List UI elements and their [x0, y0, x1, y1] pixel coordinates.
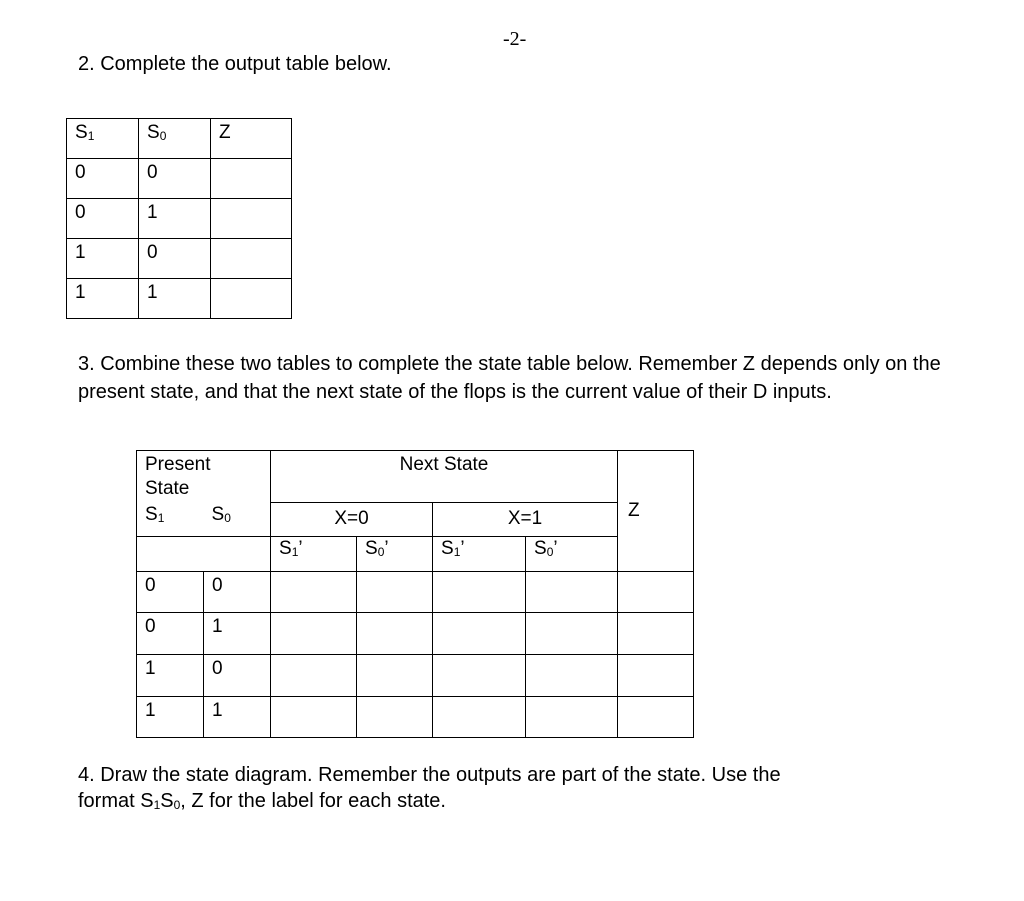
- cell-s1: 0: [137, 613, 204, 655]
- present-s0-header: $S_0$: [204, 503, 271, 537]
- table-row: [137, 655, 694, 697]
- cell-s0: 1: [139, 279, 211, 319]
- next-state-header: Next State: [271, 451, 618, 503]
- header-z: Z: [211, 119, 292, 159]
- state-table: [136, 450, 694, 738]
- cell-s1: 0: [67, 159, 139, 199]
- cell-s1: 1: [67, 279, 139, 319]
- cell-s1: 1: [137, 655, 204, 697]
- present-state-header: [137, 451, 271, 503]
- cell-input[interactable]: [526, 613, 618, 655]
- cell-z-input[interactable]: [211, 159, 292, 199]
- cell-input[interactable]: [271, 613, 357, 655]
- cell-input[interactable]: [618, 655, 694, 697]
- question-4-line-1: 4. Draw the state diagram. Remember the outputs are part of the state. Use the: [78, 764, 781, 786]
- next-s1-x0-header: $S_1$’: [271, 537, 357, 572]
- question-3-text: 3. Combine these two tables to complete the state table below. Remember Z depends only on the present state, and that the next state of the flops is the current value of their D inputs.: [78, 353, 941, 403]
- cell-input[interactable]: [357, 697, 433, 738]
- cell-s1: 1: [67, 239, 139, 279]
- question-2-text: 2. Complete the output table below.: [78, 53, 392, 75]
- table-row: [67, 279, 292, 319]
- table-header-row: [67, 119, 292, 159]
- cell-input[interactable]: [357, 613, 433, 655]
- cell-s0: 0: [204, 572, 271, 613]
- x1-header: X=1: [433, 503, 618, 537]
- cell-input[interactable]: [618, 572, 694, 613]
- cell-input[interactable]: [433, 572, 526, 613]
- table-row: [67, 199, 292, 239]
- output-table: [66, 118, 292, 319]
- cell-input[interactable]: [526, 655, 618, 697]
- cell-s1: 0: [67, 199, 139, 239]
- cell-s0: 0: [139, 239, 211, 279]
- next-s0-x0-header: $S_0$’: [357, 537, 433, 572]
- table-row: [67, 159, 292, 199]
- z-label: Z: [628, 500, 640, 521]
- cell-input[interactable]: [526, 572, 618, 613]
- table-row: [67, 239, 292, 279]
- present-s1-header: $S_1$: [137, 503, 204, 537]
- cell-input[interactable]: [433, 613, 526, 655]
- cell-s0: 1: [204, 613, 271, 655]
- next-s0-x1-header: $S_0$’: [526, 537, 618, 572]
- cell-s0: 1: [204, 697, 271, 738]
- cell-input[interactable]: [271, 655, 357, 697]
- cell-input[interactable]: [618, 697, 694, 738]
- table-row: [137, 572, 694, 613]
- header-s1: $S_1$: [67, 119, 139, 159]
- cell-s0: 0: [139, 159, 211, 199]
- cell-z-input[interactable]: [211, 199, 292, 239]
- table-row: [137, 613, 694, 655]
- cell-z-input[interactable]: [211, 239, 292, 279]
- cell-input[interactable]: [271, 572, 357, 613]
- cell-z-input[interactable]: [211, 279, 292, 319]
- question-4-text: [78, 762, 978, 814]
- x0-header: X=0: [271, 503, 433, 537]
- cell-input[interactable]: [357, 572, 433, 613]
- cell-input[interactable]: [357, 655, 433, 697]
- table-row: [137, 697, 694, 738]
- cell-input[interactable]: [271, 697, 357, 738]
- cell-input[interactable]: [526, 697, 618, 738]
- present-state-label: Present: [145, 454, 211, 475]
- cell-input[interactable]: [433, 655, 526, 697]
- cell-s1: 1: [137, 697, 204, 738]
- header-s0: $S_0$: [139, 119, 211, 159]
- z-header: [618, 451, 694, 572]
- cell-input[interactable]: [618, 613, 694, 655]
- cell-s0: 0: [204, 655, 271, 697]
- cell-input[interactable]: [433, 697, 526, 738]
- next-s1-x1-header: $S_1$’: [433, 537, 526, 572]
- cell-s1: 0: [137, 572, 204, 613]
- cell-s0: 1: [139, 199, 211, 239]
- present-state-label: State: [145, 478, 190, 499]
- page-number: -2-: [503, 28, 527, 50]
- question-4-line-2: format $S_1S_0$, Z for the label for each state.: [78, 790, 446, 812]
